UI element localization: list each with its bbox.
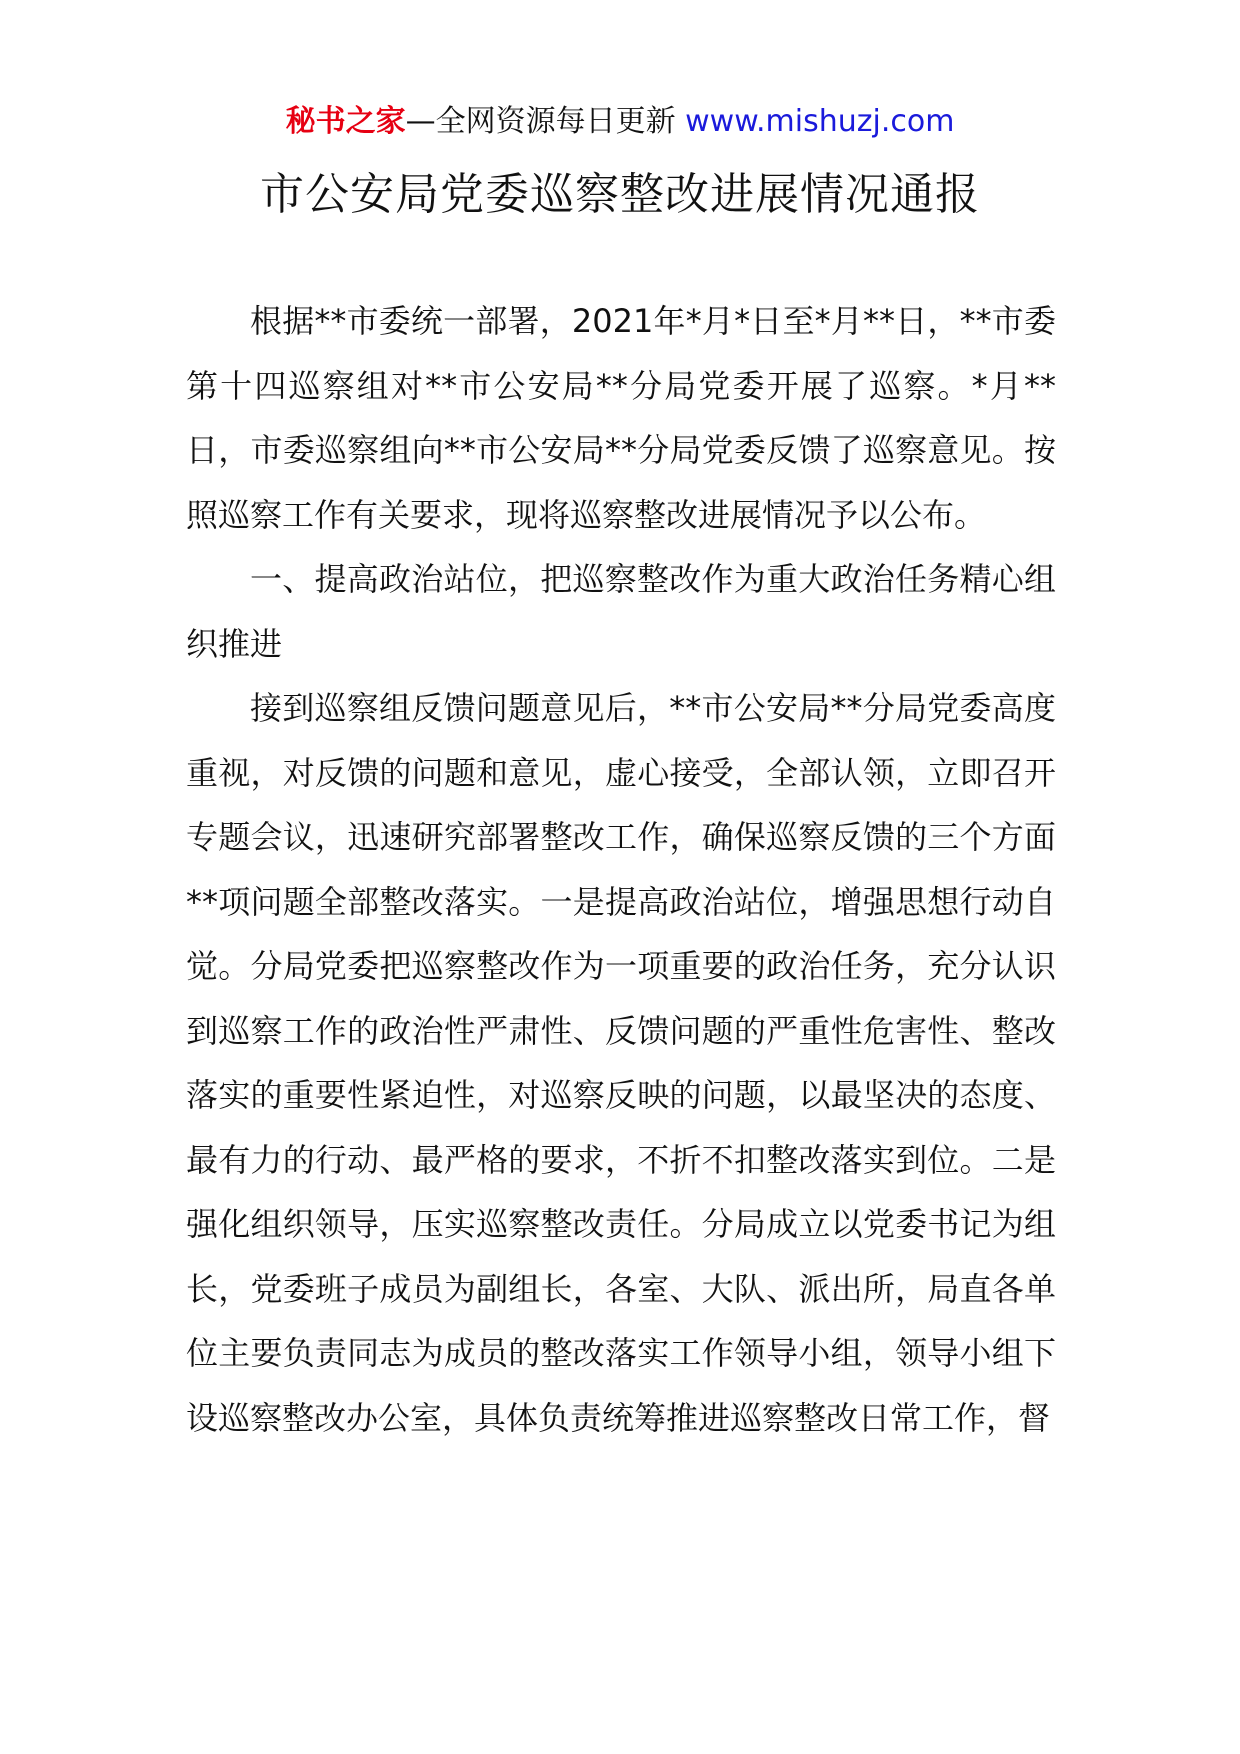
paragraph-section-1: 接到巡察组反馈问题意见后，**市公安局**分局党委高度重视，对反馈的问题和意见，虚心接受，全部认领，立即召开专题会议，迅速研究部署整改工作，确保巡察反馈的三个方面**项问题全部整改落实。一是提高政治站位，增强思想行动自觉。分局党委把巡察整改作为一项重要的政治任务，充分认识到巡察工作的政治性严肃性、反馈问题的严重性危害性、整改落实的重要性紧迫性，对巡察反映的问题，以最坚决的态度、最有力的行动、最严格的要求，不折不扣整改落实到位。二是强化组织领导，压实巡察整改责任。分局成立以党委书记为组长，党委班子成员为副组长，各室、大队、派出所，局直各单位主要负责同志为成员的整改落实工作领导小组，领导小组下设巡察整改办公室，具体负责统筹推进巡察整改日常工作，督 [186,689,1056,1437]
document-title: 市公安局党委巡察整改进展情况通报 [260,169,980,220]
watermark-header [0,100,1240,144]
brand-slogan: —全网资源每日更新 [405,104,676,139]
section-heading-1: 一、提高政治站位，把巡察整改作为重大政治任务精心组织推进 [186,560,1056,663]
brand-url: www.mishuzj.com [685,104,955,139]
paragraph-intro: 根据**市委统一部署，2021年*月*日至*月**日，**市委第十四巡察组对**市公安局**分局党委开展了巡察。*月**日，市委巡察组向**市公安局**分局党委反馈了巡察意见。按照巡察工作有关要求，现将巡察整改进展情况予以公布。 [186,302,1056,534]
document-body [186,289,1056,1450]
brand-name: 秘书之家 [285,104,406,139]
